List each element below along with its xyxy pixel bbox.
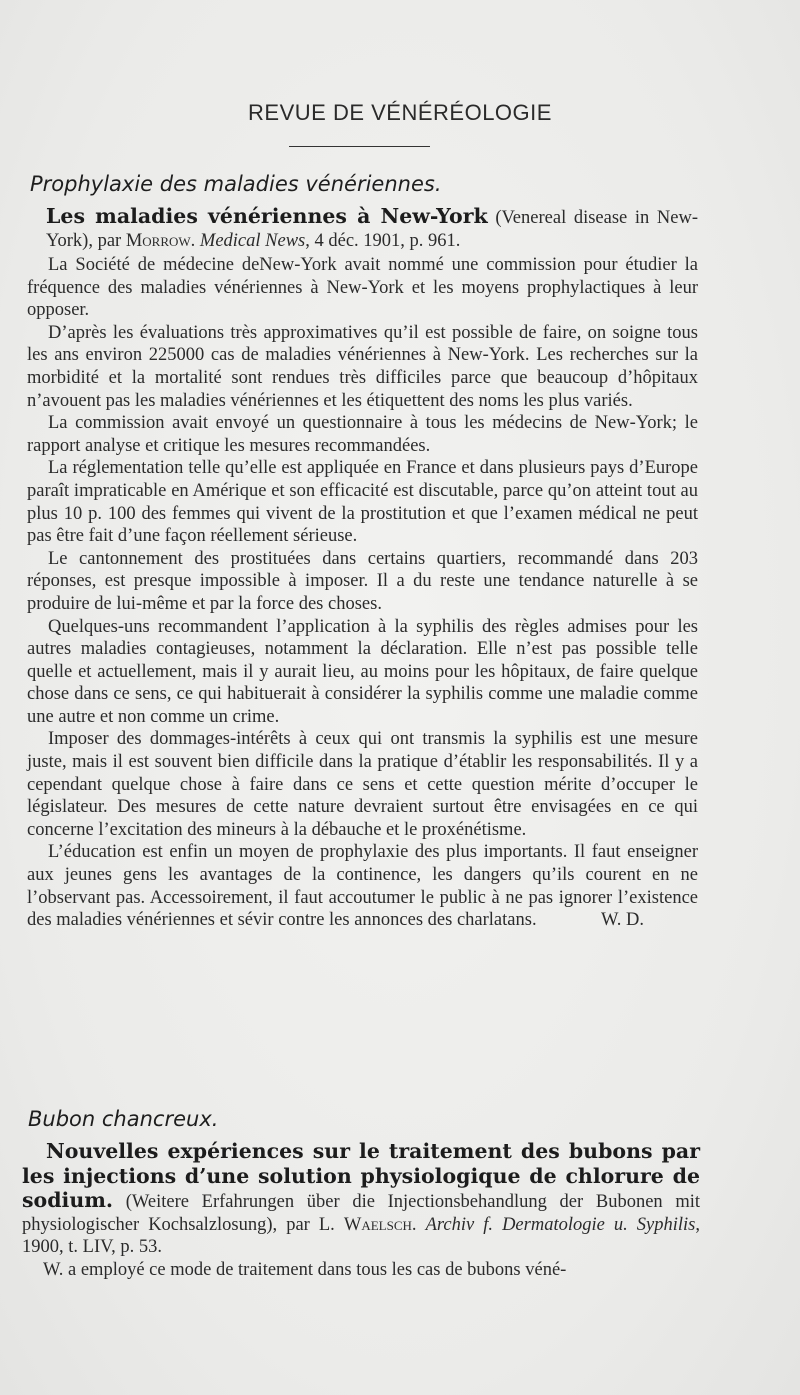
article-author: Waelsch — [343, 1214, 412, 1235]
article-reference-a: (Weitere Erfahrungen über die Injectionsbehandlung der Bubonen mit physiologischer Kochsalzlosung), par L. — [22, 1192, 700, 1235]
header-rule — [289, 146, 430, 147]
paragraph-last — [27, 841, 698, 931]
article-title: Les maladies vénériennes à New-York — [46, 204, 488, 228]
article-journal: Archiv f. Dermatologie u. Syphilis — [425, 1214, 696, 1235]
article-reference-b: . — [411, 1214, 426, 1235]
article-header-newyork — [46, 205, 698, 252]
paragraph: La réglementation telle qu’elle est appliquée en France et dans plusieurs pays d’Europe paraît impraticable en Amérique et son efficacité est discutable, parce qu’on atteint tout au plus 10 p. 100 des femmes qui vivent de la prostitution et que l’examen médical ne peut pas être fait d’une façon réellement sérieuse. — [27, 458, 698, 547]
article-journal: Medical News — [199, 230, 306, 251]
article-title: Nouvelles expériences sur le traitement des bubons par les injections d’une solution physiologique de chlorure de sodium. — [22, 1139, 700, 1213]
article-header-bubons — [22, 1140, 700, 1259]
paragraph: W. a employé ce mode de traitement dans tous les cas de bubons véné- — [43, 1260, 567, 1280]
paragraph: La Société de médecine deNew-York avait nommé une commission pour étudier la fréquence des maladies vénériennes à New-York et les moyens prophylactiques à leur opposer. — [27, 255, 698, 321]
article-reference-c: , 1900, t. LIV, p. 53. — [22, 1214, 701, 1258]
article-body-bubons — [22, 1259, 700, 1282]
article-reference-b: . — [190, 230, 200, 251]
article-reference-a: (Venereal disease in New-York), par — [46, 208, 698, 251]
paragraph: La commission avait envoyé un questionnaire à tous les médecins de New-York; le rapport analyse et critique les mesures recommandées. — [27, 413, 698, 456]
paragraph: Quelques-uns recommandent l’application à la syphilis des règles admises pour les autres maladies contagieuses, notamment la déclaration. Elle n’est pas possible telle quelle et actuellement, mais il y aurait lieu, au moins pour les hôpitaux, de faire quelque chose dans ce sens, ce qui habituerait à considérer la syphilis comme une maladie comme une autre et non comme un crime. — [27, 616, 698, 727]
section-heading-bubon: Bubon chancreux. — [28, 1107, 219, 1131]
section-heading-prophylaxie: Prophylaxie des maladies vénériennes. — [30, 172, 442, 196]
running-head: REVUE DE VÉNÉRÉOLOGIE — [248, 100, 552, 125]
paragraph-text: L’éducation est enfin un moyen de prophylaxie des plus importants. Il faut enseigner aux jeunes gens les avantages de la continence, les dangers qu’ils courent en ne l’observant pas. Accessoirement, il faut accoutumer le public à ne pas ignorer l’existence des maladies vénériennes et sévir contre les annonces des charlatans. — [27, 842, 698, 931]
article-reference-c: , 4 déc. 1901, p. 961. — [305, 230, 461, 251]
author-signature: W. D. — [601, 910, 644, 931]
article-body-newyork — [27, 254, 698, 932]
paragraph: Le cantonnement des prostituées dans certains quartiers, recommandé dans 203 réponses, est presque impossible à imposer. Il a du reste une tendance naturelle à se produire de lui-même et par la force des choses. — [27, 548, 698, 614]
article-author: Morrow — [125, 230, 191, 251]
paragraph: Imposer des dommages-intérêts à ceux qui ont transmis la syphilis est une mesure juste, mais il est souvent bien difficile dans la pratique d’établir les responsabilités. Il y a cependant quelque chose à faire dans ce sens et cette question mérite d’occuper le législateur. Des mesures de cette nature devraient surtout être envisagées en ce qui concerne l’excitation des mineurs à la débauche et le proxénétisme. — [27, 729, 698, 840]
paragraph: D’après les évaluations très approximatives qu’il est possible de faire, on soigne tous les ans environ 225000 cas de maladies vénériennes à New-York. Les recherches sur la morbidité et la mortalité sont rendues très difficiles parce que beaucoup d’hôpitaux n’avouent pas les maladies vénériennes et les étiquettent des noms les plus variés. — [27, 322, 698, 411]
